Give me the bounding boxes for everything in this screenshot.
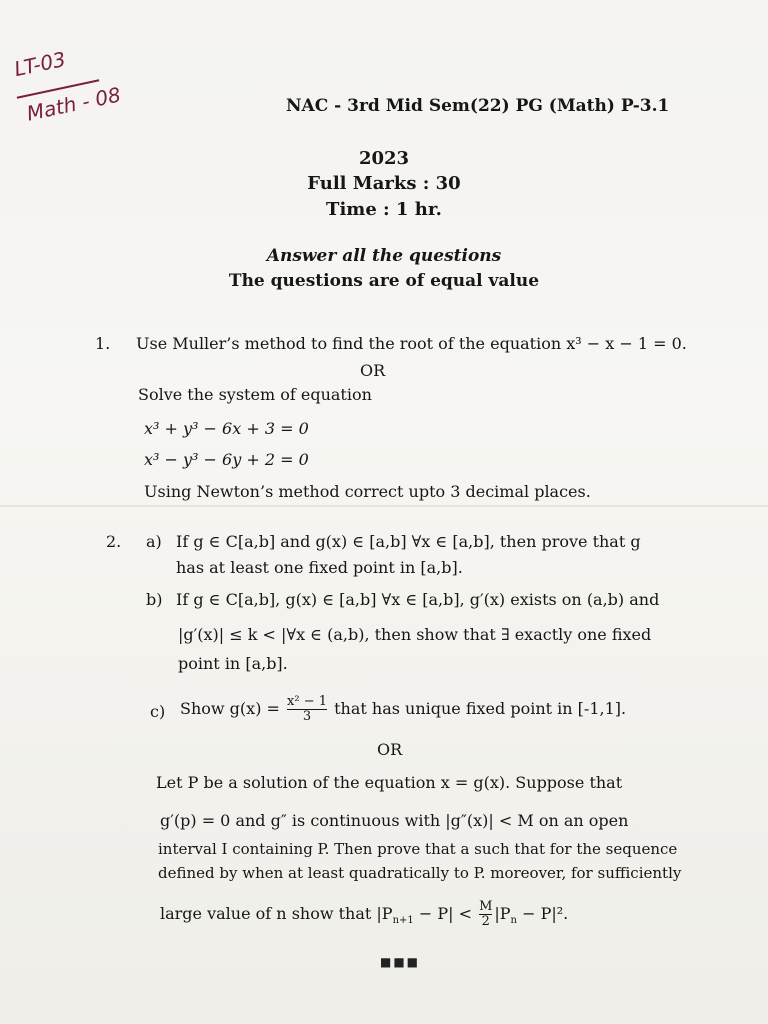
paper-fold [0, 505, 768, 507]
q2-alt-line-5-pre: large value of n show that |P [160, 904, 393, 923]
q2-alt-line-4: defined by when at least quadratically to P. moreover, for sufficiently [158, 864, 682, 882]
handwritten-note-subject: Math - 08 [24, 82, 123, 126]
q2-number: 2. [106, 532, 122, 551]
q2-alt-line-3: interval I containing P. Then prove that a such that for the sequence [158, 840, 678, 858]
q1-alt-end: Using Newton’s method correct upto 3 decimal places. [144, 482, 591, 501]
q2b-line-3: point in [a,b]. [178, 654, 288, 673]
handwritten-note-code: LT-03 [12, 46, 68, 82]
q2-alt-line-2: g′(p) = 0 and g″ is continuous with |g″(x)| < M on an open [160, 811, 629, 830]
q2c-fraction [287, 695, 327, 724]
exam-title: NAC - 3rd Mid Sem(22) PG (Math) P-3.1 [286, 96, 670, 116]
q1-number: 1. [95, 334, 111, 353]
q2c-statement [180, 694, 626, 724]
q2b-line-1: If g ∈ C[a,b], g(x) ∈ [a,b] ∀x ∈ [a,b], g′(x) exists on (a,b) and [176, 590, 660, 609]
q2-alt-line-5-fraction [479, 900, 492, 929]
instruction-answer-all: Answer all the questions [266, 246, 502, 266]
q2-alt-line-5-end: − P|². [517, 904, 569, 923]
instruction-equal-value: The questions are of equal value [228, 271, 540, 291]
q1-equation-2: x³ − y³ − 6y + 2 = 0 [144, 450, 309, 469]
q2a-label: a) [146, 532, 162, 551]
q2b-label: b) [146, 590, 163, 609]
exam-year: 2023 [358, 148, 410, 169]
q1-alt-intro: Solve the system of equation [138, 385, 372, 404]
q2a-line-2: has at least one fixed point in [a,b]. [176, 558, 463, 577]
q2c-label: c) [150, 702, 166, 721]
q2-alt-line-1: Let P be a solution of the equation x = g(x). Suppose that [156, 773, 623, 792]
q2-alt-line-5-sub: n+1 [392, 915, 414, 927]
q2c-pre: Show g(x) = [180, 699, 280, 718]
q2-alt-line-5 [160, 898, 568, 937]
q2c-numerator: x² − 1 [287, 694, 327, 709]
q2-alt-line-5-sub2: n [510, 915, 517, 927]
q2-or: OR [377, 740, 403, 759]
q2b-line-2: |g′(x)| ≤ k < |∀x ∈ (a,b), then show that ∃ exactly one fixed [178, 625, 652, 644]
full-marks: Full Marks : 30 [307, 173, 461, 194]
q2-alt-line-5-post: |P [494, 904, 511, 923]
q2-alt-line-5-den: 2 [479, 914, 492, 929]
exam-time: Time : 1 hr. [326, 199, 442, 220]
q2-alt-line-5-num: M [479, 899, 493, 914]
q2-alt-line-5-mid: − P| < [413, 904, 472, 923]
footer-mark: ■■■ [380, 955, 421, 969]
q1-text: Use Muller’s method to find the root of the equation x³ − x − 1 = 0. [136, 334, 687, 353]
q2c-post: that has unique fixed point in [-1,1]. [334, 699, 627, 718]
q1-or: OR [360, 361, 386, 380]
q2a-line-1: If g ∈ C[a,b] and g(x) ∈ [a,b] ∀x ∈ [a,b], then prove that g [176, 532, 641, 551]
q2c-denominator: 3 [287, 709, 327, 724]
q1-equation-1: x³ + y³ − 6x + 3 = 0 [144, 419, 309, 438]
